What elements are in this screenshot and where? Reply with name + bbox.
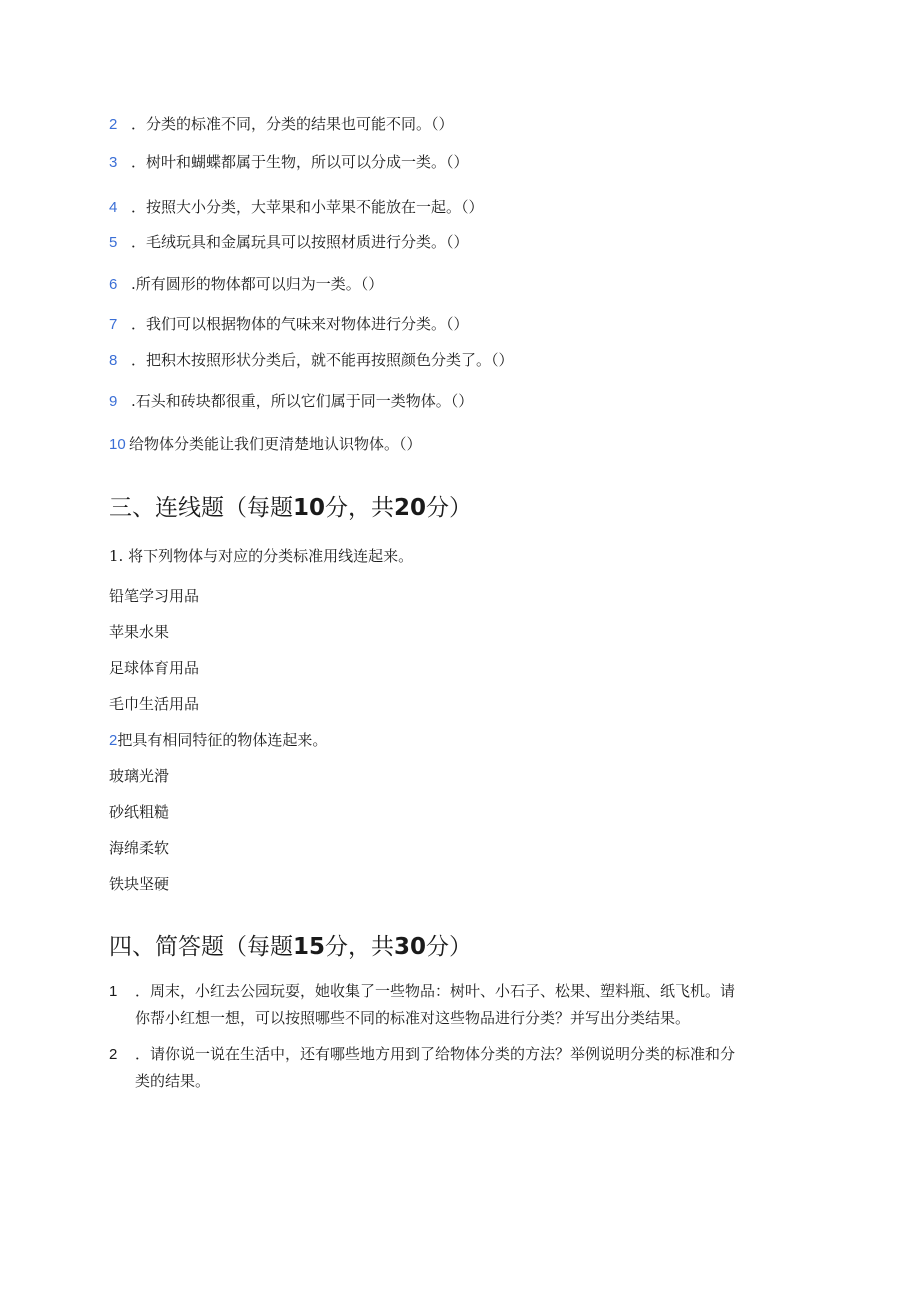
matching-item: 铅笔学习用品 bbox=[109, 587, 200, 605]
heading-text: 四、简答题（每题 bbox=[109, 934, 293, 960]
heading-number: 20 bbox=[394, 495, 427, 521]
matching-item: 砂纸粗糙 bbox=[109, 803, 170, 821]
question-text-continued: 你帮小红想一想，可以按照哪些不同的标准对这些物品进行分类？并写出分类结果。 bbox=[135, 1009, 691, 1027]
question-text: ．把积木按照形状分类后，就不能再按照颜色分类了。（） bbox=[131, 351, 514, 369]
judgement-item bbox=[109, 274, 383, 295]
question-text: 把具有相同特征的物体连起来。 bbox=[117, 731, 328, 749]
heading-number: 15 bbox=[293, 934, 326, 960]
judgement-item bbox=[109, 152, 469, 173]
question-number: 8 bbox=[109, 352, 118, 369]
question-text: 给物体分类能让我们更清楚地认识物体。（） bbox=[129, 435, 422, 453]
question-number: 4 bbox=[109, 199, 118, 216]
judgement-item bbox=[109, 350, 514, 371]
matching-item: 苹果水果 bbox=[109, 623, 170, 641]
heading-number: 30 bbox=[394, 934, 427, 960]
question-number: 9 bbox=[109, 393, 118, 410]
matching-item: 铁块坚硬 bbox=[109, 875, 170, 893]
question-text: ．毛绒玩具和金属玩具可以按照材质进行分类。（） bbox=[131, 233, 469, 251]
short-answer-question-2 bbox=[109, 1041, 809, 1095]
heading-text: 分，共 bbox=[325, 495, 395, 521]
question-number: 3 bbox=[109, 154, 118, 171]
question-number: 5 bbox=[109, 234, 118, 251]
question-text: ．树叶和蝴蝶都属于生物，所以可以分成一类。（） bbox=[131, 153, 469, 171]
judgement-item bbox=[109, 114, 454, 135]
question-text: ．请你说一说在生活中，还有哪些地方用到了给物体分类的方法？举例说明分类的标准和分 bbox=[135, 1045, 736, 1063]
heading-text: 分，共 bbox=[325, 934, 395, 960]
judgement-item bbox=[109, 314, 469, 335]
question-text: ．周末，小红去公园玩耍，她收集了一些物品：树叶、小石子、松果、塑料瓶、纸飞机。请 bbox=[135, 982, 736, 1000]
heading-text: 三、连线题（每题 bbox=[109, 495, 293, 521]
heading-text: 分） bbox=[426, 495, 473, 521]
question-number: 1 bbox=[109, 983, 118, 1000]
section-heading-short-answer bbox=[109, 932, 472, 962]
judgement-item bbox=[109, 197, 484, 218]
question-number: 2 bbox=[109, 116, 118, 133]
heading-text: 分） bbox=[426, 934, 473, 960]
question-text: ．我们可以根据物体的气味来对物体进行分类。（） bbox=[131, 315, 469, 333]
question-number: 2 bbox=[109, 732, 118, 749]
question-text: ．按照大小分类，大苹果和小苹果不能放在一起。（） bbox=[131, 198, 484, 216]
question-number: 10 bbox=[109, 436, 126, 453]
question-number: 2 bbox=[109, 1046, 118, 1063]
matching-item: 海绵柔软 bbox=[109, 839, 170, 857]
question-text: ．分类的标准不同，分类的结果也可能不同。（） bbox=[131, 115, 454, 133]
question-text: .所有圆形的物体都可以归为一类。（） bbox=[131, 275, 384, 293]
question-number: 7 bbox=[109, 316, 118, 333]
question-number: 6 bbox=[109, 276, 118, 293]
heading-number: 10 bbox=[293, 495, 326, 521]
judgement-item bbox=[109, 434, 422, 455]
matching-item: 玻璃光滑 bbox=[109, 767, 170, 785]
matching-item: 足球体育用品 bbox=[109, 659, 200, 677]
question-text: .石头和砖块都很重，所以它们属于同一类物体。（） bbox=[131, 392, 474, 410]
matching-item: 毛巾生活用品 bbox=[109, 695, 200, 713]
matching-question-2 bbox=[109, 730, 327, 751]
short-answer-question-1 bbox=[109, 978, 809, 1032]
judgement-item bbox=[109, 391, 473, 412]
question-text-continued: 类的结果。 bbox=[135, 1072, 211, 1090]
section-heading-matching bbox=[109, 493, 472, 523]
matching-question-1: 1. 将下列物体与对应的分类标准用线连起来。 bbox=[109, 547, 414, 565]
judgement-item bbox=[109, 232, 469, 253]
